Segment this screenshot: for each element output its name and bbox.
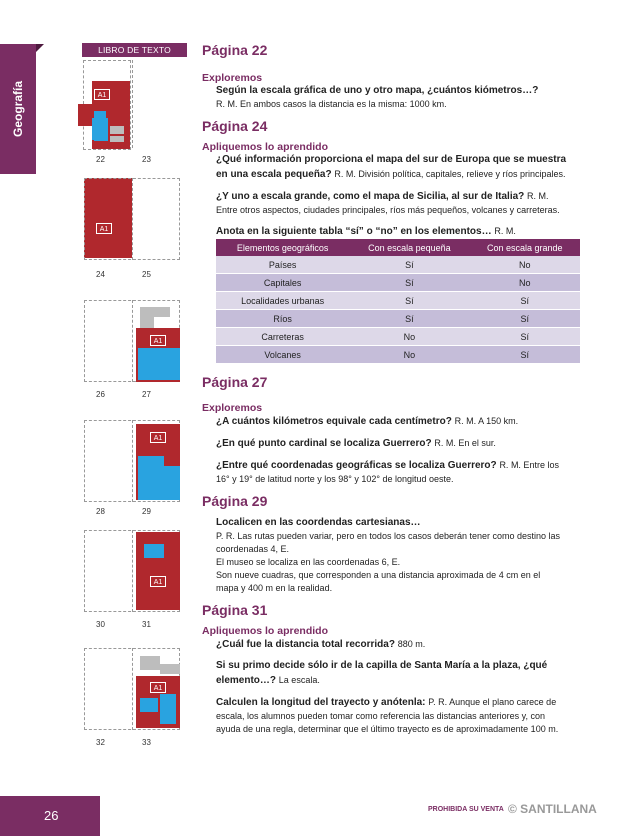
- thumb-badge: A1: [150, 576, 166, 587]
- table-cell: Sí: [470, 346, 580, 364]
- table-row: [216, 292, 580, 310]
- table-cell: Volcanes: [216, 346, 349, 364]
- question: ¿A cuántos kilómetros equivale cada centímetro?: [216, 416, 452, 427]
- thumb-badge: A1: [96, 223, 112, 234]
- table-cell: Países: [216, 256, 349, 274]
- thumb-page-num: 23: [142, 155, 151, 164]
- table-row: [216, 328, 580, 346]
- thumb-page-num: 22: [96, 155, 105, 164]
- answer: ayuda de una regla, determinar que el último trayecto es de aproximadamente 100 m.: [216, 724, 559, 734]
- tab-fold: [36, 44, 44, 52]
- section-subtitle: Exploremos: [202, 402, 263, 414]
- answer: El museo se localiza en las coordenadas 6, E.: [216, 557, 401, 567]
- answer: R. M. En ambos casos la distancia es la misma: 1000 km.: [216, 99, 447, 109]
- thumb-page-num: 29: [142, 507, 151, 516]
- table-cell: No: [470, 274, 580, 292]
- table-cell: Sí: [349, 274, 469, 292]
- answer: R. M. A 150 km.: [454, 416, 519, 426]
- answer: Son nueve cuadras, que corresponden a una distancia aproximada de 4 cm en el: [216, 570, 541, 580]
- section-subtitle: Apliquemos lo aprendido: [202, 625, 329, 637]
- thumb-badge: A1: [150, 432, 166, 443]
- answer: R. M. En el sur.: [434, 438, 496, 448]
- answer: R. M.: [494, 226, 516, 236]
- question: Localicen en las coordendas cartesianas…: [216, 517, 421, 528]
- question: ¿Cuál fue la distancia total recorrida?: [216, 639, 395, 650]
- answer: P. R. Las rutas pueden variar, pero en todos los casos deberán tener como destino las: [216, 531, 561, 541]
- question: ¿Qué información proporciona el mapa del sur de Europa que se muestra: [216, 154, 567, 165]
- table-cell: No: [349, 346, 469, 364]
- thumb-page-num: 25: [142, 270, 151, 279]
- thumb-page-num: 26: [96, 390, 105, 399]
- section-title: Página 31: [202, 602, 268, 618]
- table-header: Elementos geográficos: [216, 239, 349, 256]
- table-cell: No: [349, 328, 469, 346]
- question: ¿Y uno a escala grande, como el mapa de Sicilia, al sur de Italia?: [216, 191, 525, 202]
- thumb-page-num: 27: [142, 390, 151, 399]
- section-title: Página 29: [202, 493, 268, 509]
- thumb-page-num: 24: [96, 270, 105, 279]
- answer-key-content: [202, 42, 582, 736]
- question: Si su primo decide sólo ir de la capilla de Santa María a la plaza, ¿qué: [216, 660, 548, 671]
- answer: mapa y 400 m en la realidad.: [216, 583, 333, 593]
- table-header: Con escala pequeña: [349, 239, 469, 256]
- section-subtitle: Apliquemos lo aprendido: [202, 141, 329, 153]
- thumb-page-num: 28: [96, 507, 105, 516]
- geo-elements-table: [216, 239, 580, 364]
- thumb-page-num: 31: [142, 620, 151, 629]
- table-cell: Sí: [470, 292, 580, 310]
- table-cell: Ríos: [216, 310, 349, 328]
- thumb-badge: A1: [150, 682, 166, 693]
- section-subtitle: Exploremos: [202, 72, 263, 84]
- section-title: Página 24: [202, 118, 268, 134]
- question: Anota en la siguiente tabla “sí” o “no” en los elementos…: [216, 226, 492, 237]
- question: elemento…?: [216, 675, 277, 686]
- question: en una escala pequeña?: [216, 169, 332, 180]
- table-cell: Sí: [349, 256, 469, 274]
- thumb-badge: A1: [94, 89, 110, 100]
- answer: R. M.: [527, 191, 549, 201]
- answer: 16° y 19° de latitud norte y los 98° y 102° de longitud oeste.: [216, 474, 454, 484]
- table-row: [216, 346, 580, 364]
- table-cell: Sí: [349, 292, 469, 310]
- page-number-bar: [0, 796, 100, 836]
- table-cell: Carreteras: [216, 328, 349, 346]
- official-textbook-label: LIBRO DE TEXTO OFICIAL: [82, 43, 187, 57]
- thumb-badge: A1: [150, 335, 166, 346]
- table-row: [216, 310, 580, 328]
- table-cell: Sí: [470, 328, 580, 346]
- question: ¿Entre qué coordenadas geográficas se localiza Guerrero?: [216, 460, 497, 471]
- table-cell: Sí: [349, 310, 469, 328]
- table-cell: Sí: [470, 310, 580, 328]
- question: Calculen la longitud del trayecto y anótenla:: [216, 697, 426, 708]
- question: Según la escala gráfica de uno y otro mapa, ¿cuántos kiómetros…?: [216, 85, 539, 96]
- answer: R. M. Entre los: [499, 460, 559, 470]
- question: ¿En qué punto cardinal se localiza Guerrero?: [216, 438, 432, 449]
- table-cell: Capitales: [216, 274, 349, 292]
- answer: P. R. Aunque el plano carece de: [428, 697, 557, 707]
- thumb-page-num: 32: [96, 738, 105, 747]
- subject-tab-label: Geografía: [11, 80, 25, 138]
- table-header: Con escala grande: [470, 239, 580, 256]
- table-cell: No: [470, 256, 580, 274]
- page-number: 26: [44, 808, 59, 823]
- table-row: [216, 256, 580, 274]
- footer-prohibited-sale: PROHIBIDA SU VENTA: [428, 806, 504, 813]
- answer: escala, los alumnos pueden tomar como referencia las distancias anteriores y, con: [216, 711, 546, 721]
- table-row: [216, 274, 580, 292]
- answer: La escala.: [278, 675, 320, 685]
- publisher-logo: © SANTILLANA: [508, 802, 597, 816]
- table-cell: Localidades urbanas: [216, 292, 349, 310]
- answer: 880 m.: [397, 639, 426, 649]
- answer: Entre otros aspectos, ciudades principales, ríos más pequeños, volcanes y carreteras.: [216, 205, 560, 215]
- answer: R. M. División política, capitales, relieve y ríos principales.: [334, 169, 566, 179]
- section-title: Página 22: [202, 42, 268, 58]
- subject-tab: [0, 44, 36, 174]
- section-title: Página 27: [202, 374, 268, 390]
- thumb-page-num: 33: [142, 738, 151, 747]
- thumb-page-num: 30: [96, 620, 105, 629]
- answer: coordenadas 4, E.: [216, 544, 290, 554]
